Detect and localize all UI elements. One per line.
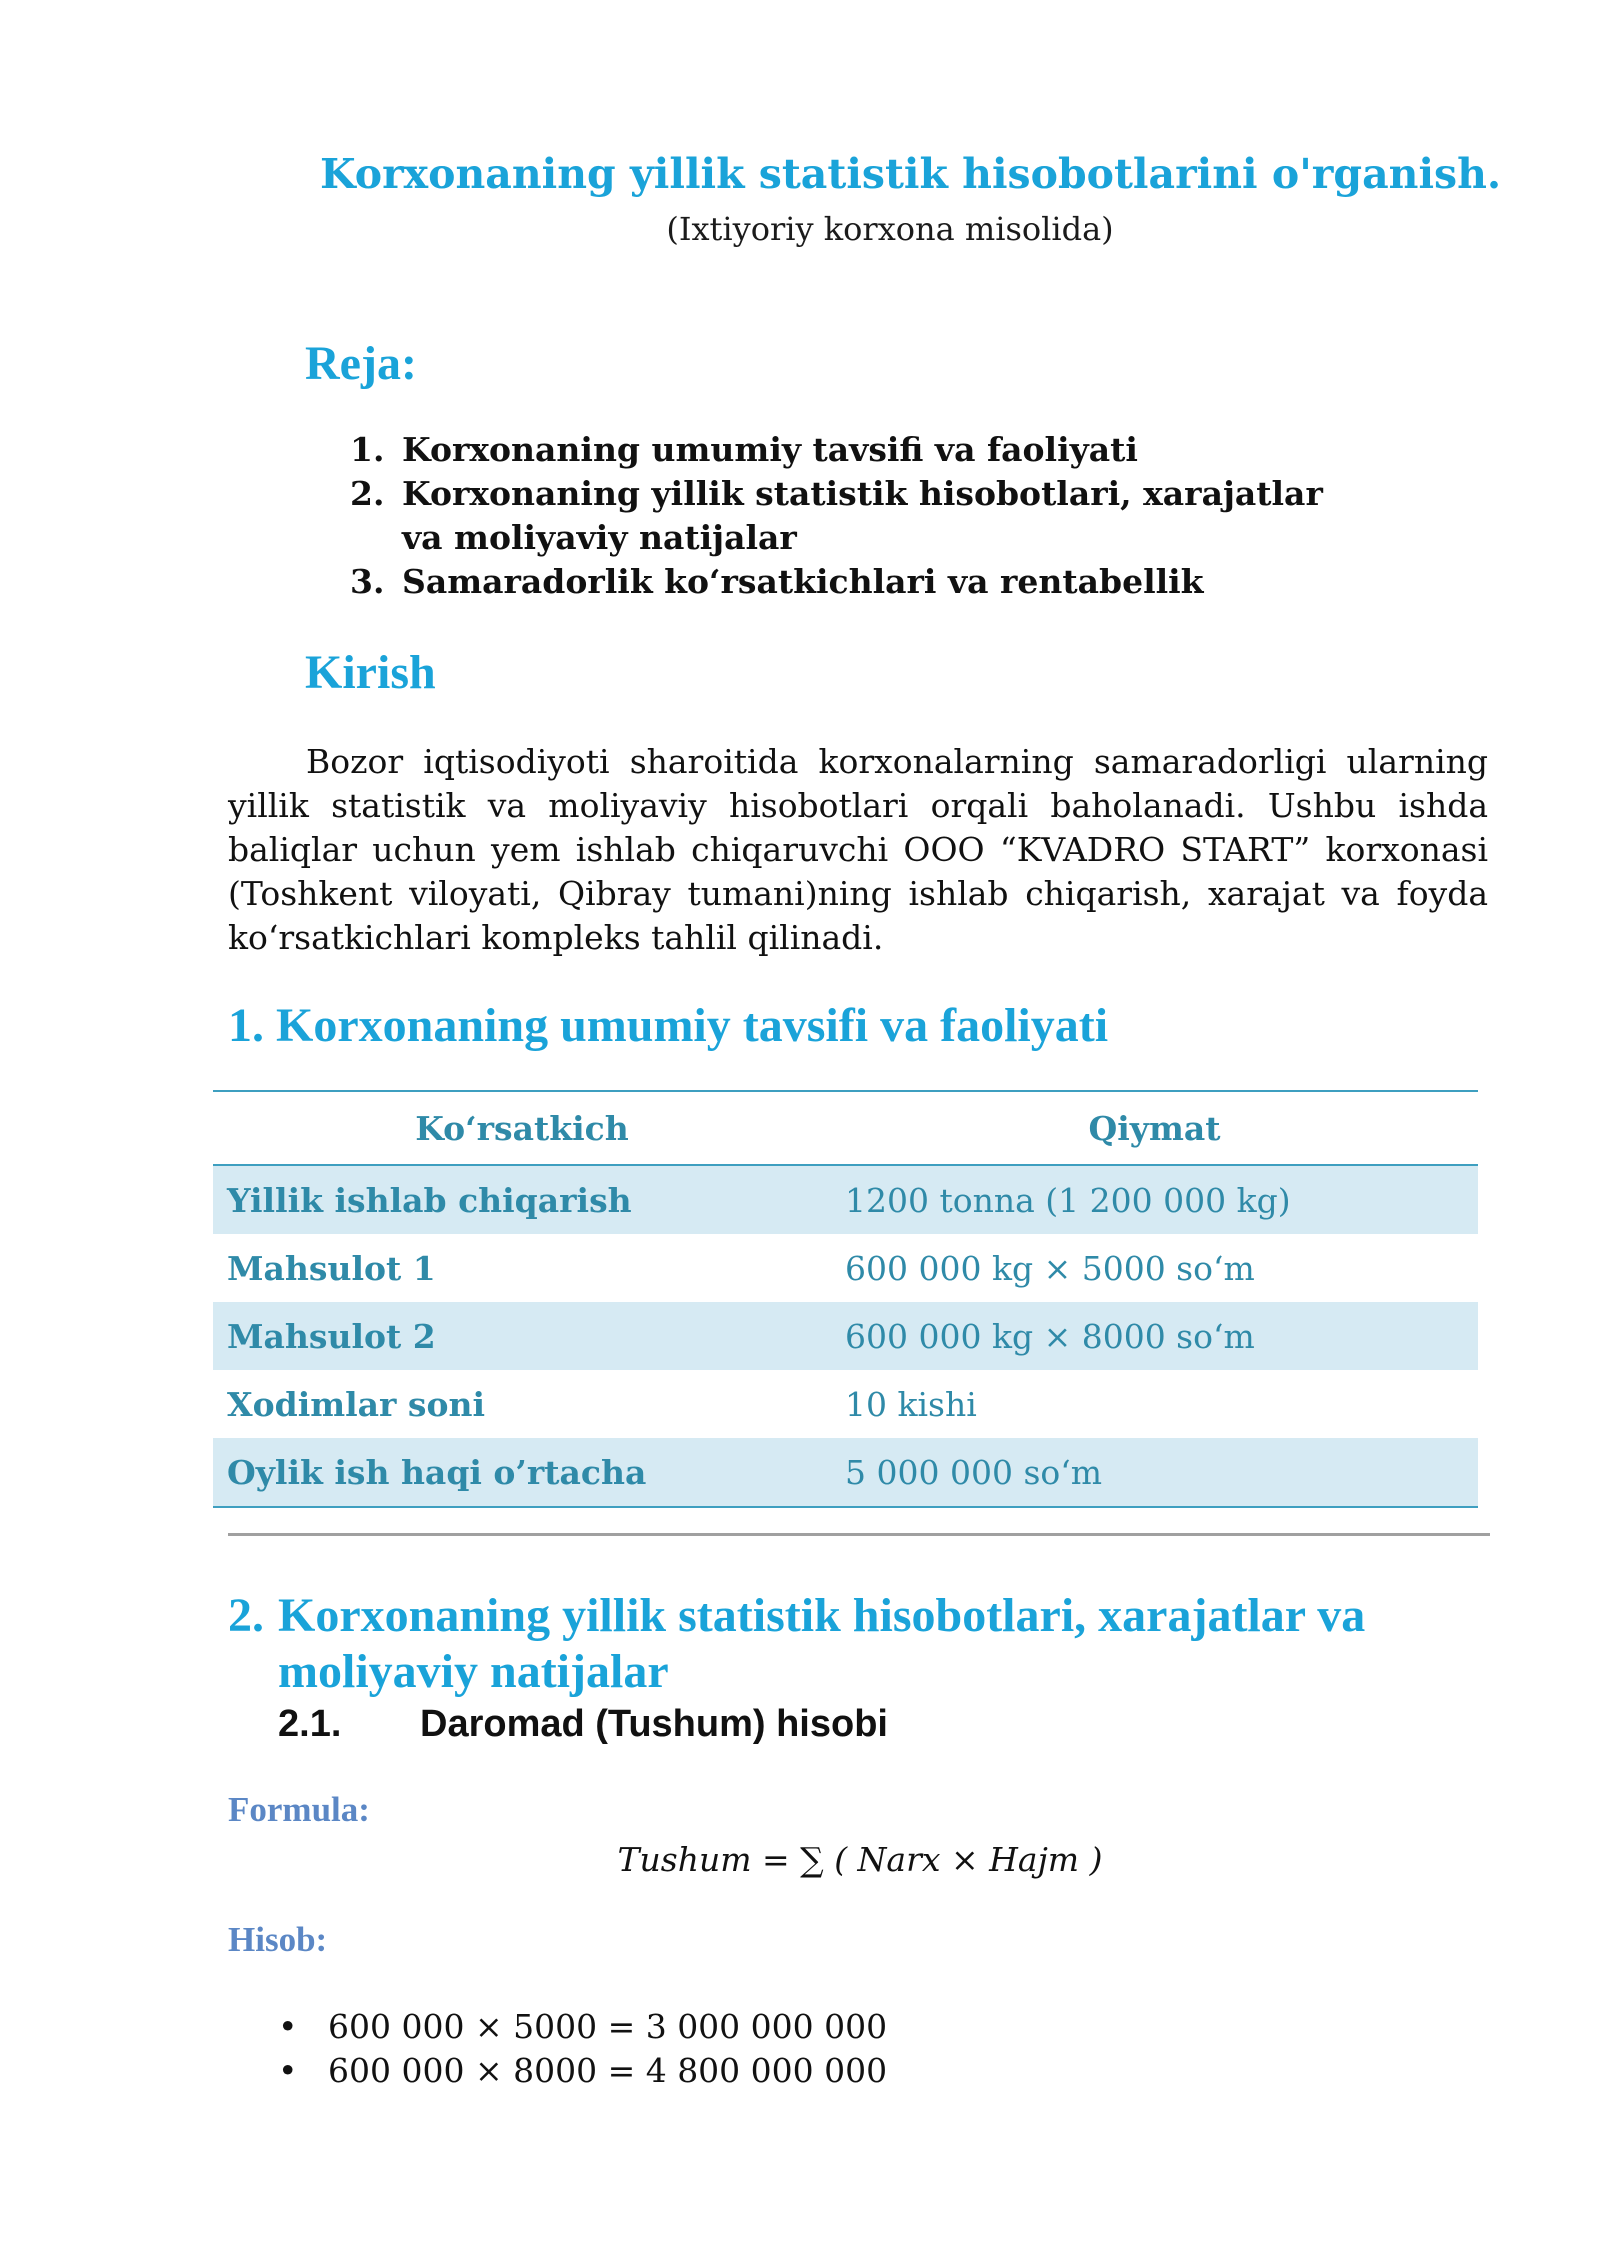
intro-paragraph: Bozor iqtisodiyoti sharoitida korxonalarning samaradorligi ularning yillik statistik va moliyaviy hisobotlari orqali baholanadi. Ushbu ishda baliqlar uchun yem ishlab chiqaruvchi OOO “KVADRO START” korxonasi (Toshkent viloyati, Qibray tumani)ning ishlab chiqarish, xarajat va foyda ko‘rsatkichlari kompleks tahlil qilinadi. (228, 742, 1488, 957)
company-overview-table (213, 1090, 1478, 1508)
bullet-icon: • (278, 2051, 298, 2090)
plan-item (350, 560, 1350, 604)
list-item (278, 2005, 887, 2049)
table-row (213, 1302, 1478, 1370)
plan-item (350, 472, 1350, 560)
plan-item-number: 2. (350, 474, 385, 513)
document-title: Korxonaning yillik statistik hisobotlarini o'rganish. (320, 150, 1502, 198)
document-subtitle: (Ixtiyoriy korxona misolida) (666, 210, 1114, 248)
table-cell-label: Oylik ish haqi o’rtacha (213, 1438, 831, 1507)
table-row (213, 1438, 1478, 1507)
subsection-title: Daromad (Tushum) hisobi (420, 1703, 888, 1745)
plan-item-text: Korxonaning yillik statistik hisobotlari, xarajatlar va moliyaviy natijalar (402, 474, 1323, 557)
calculation-text: 600 000 × 5000 = 3 000 000 000 (328, 2007, 888, 2046)
table-cell-label: Yillik ishlab chiqarish (213, 1165, 831, 1234)
section2-heading (228, 1588, 1488, 1700)
plan-item (350, 428, 1350, 472)
calculation-label: Hisob: (228, 1920, 328, 1959)
formula-label: Formula: (228, 1790, 370, 1829)
plan-item-number: 1. (350, 430, 385, 469)
list-item (278, 2049, 887, 2093)
table-cell-value: 600 000 kg × 5000 so‘m (845, 1248, 1255, 1288)
intro-heading: Kirish (305, 646, 436, 699)
table-cell-label: Xodimlar soni (227, 1384, 486, 1424)
plan-list (350, 428, 1350, 604)
table-cell-label: Mahsulot 1 (227, 1248, 436, 1288)
plan-item-text: Korxonaning umumiy tavsifi va faoliyati (402, 430, 1138, 469)
plan-item-number: 3. (350, 562, 385, 601)
table-row (213, 1234, 1478, 1302)
subsection-heading (278, 1703, 888, 1746)
calculation-text: 600 000 × 8000 = 4 800 000 000 (328, 2051, 888, 2090)
table-header-indicator: Ko‘rsatkich (213, 1091, 831, 1165)
revenue-formula: Tushum = ∑ ( Narx × Hajm ) (617, 1840, 1103, 1879)
subsection-number: 2.1. (278, 1703, 342, 1745)
table-row (213, 1165, 1478, 1234)
table-cell-label: Mahsulot 2 (213, 1302, 831, 1370)
section2-number: 2. (228, 1589, 264, 1642)
table-header-value: Qiymat (831, 1091, 1478, 1165)
plan-heading: Reja: (305, 337, 417, 390)
bullet-icon: • (278, 2007, 298, 2046)
table-cell-value: 1200 tonna (1 200 000 kg) (831, 1165, 1478, 1234)
table-cell-value: 600 000 kg × 8000 so‘m (831, 1302, 1478, 1370)
calculation-list (278, 2005, 887, 2093)
section2-heading-line2: moliyaviy natijalar (278, 1645, 669, 1698)
table-cell-value: 10 kishi (845, 1384, 977, 1424)
section2-heading-line1: Korxonaning yillik statistik hisobotlari, xarajatlar va (278, 1589, 1366, 1642)
plan-item-text: Samaradorlik ko‘rsatkichlari va rentabellik (402, 562, 1204, 601)
table-row (213, 1370, 1478, 1438)
section1-heading: 1. Korxonaning umumiy tavsifi va faoliyati (228, 999, 1109, 1052)
table-cell-value: 5 000 000 so‘m (831, 1438, 1478, 1507)
table-header-row (213, 1091, 1478, 1165)
horizontal-divider (228, 1533, 1490, 1536)
